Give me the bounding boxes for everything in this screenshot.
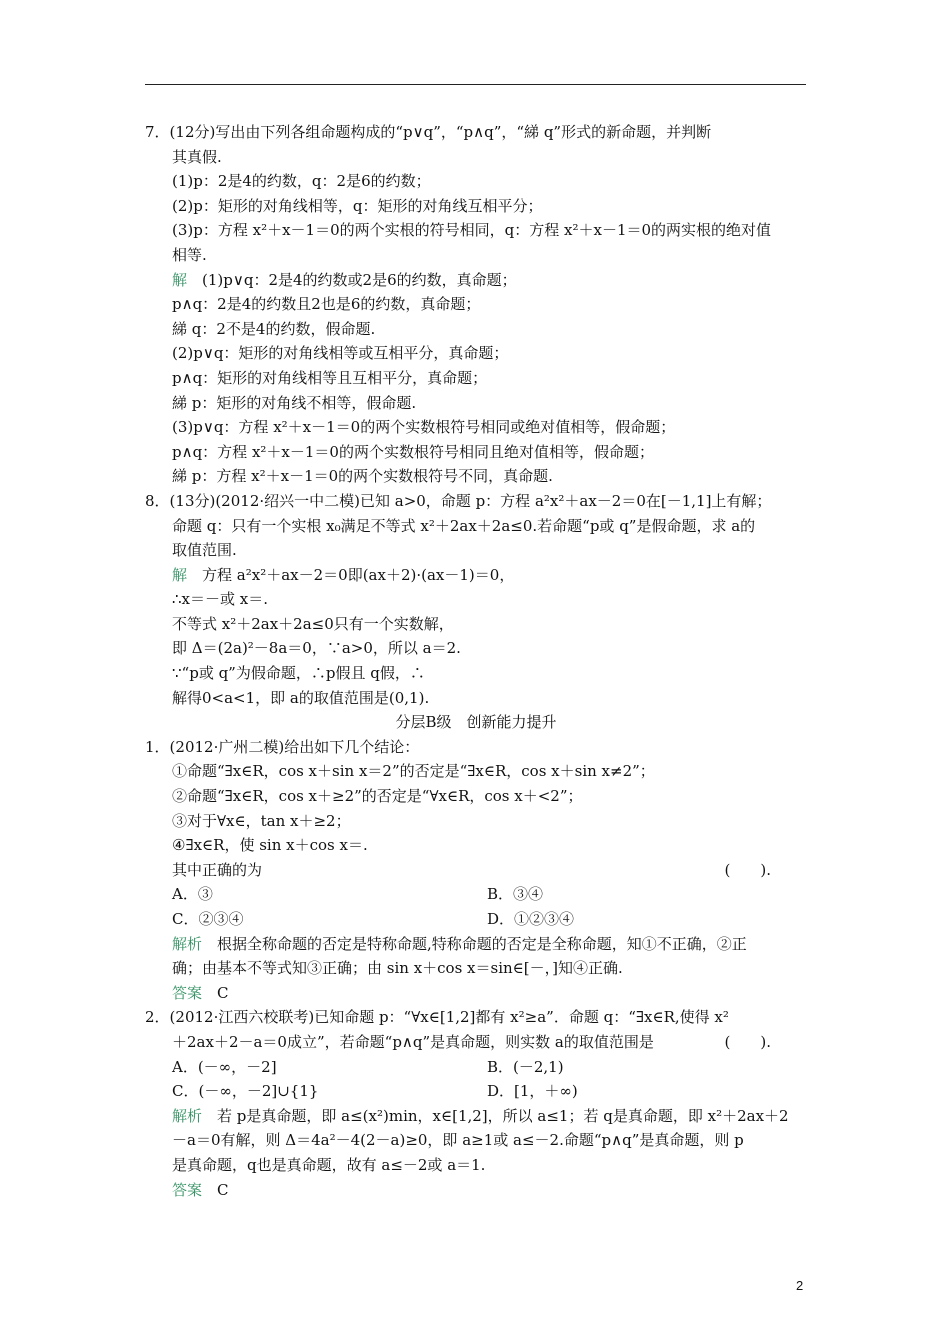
line-text: 命题 q：只有一个实根 x₀满足不等式 x²＋2ax＋2a≤0.若命题“p或 q”是假命题，求 a的 (172, 516, 756, 535)
line-text: 即 Δ＝(2a)²－8a＝0，∵a>0，所以 a＝2. (172, 639, 461, 658)
line-text: 綈 p：方程 x²＋x－1＝0的两个实数根符号不同，真命题. (172, 467, 553, 486)
text-line (145, 1128, 807, 1153)
solution-label: 解析 (172, 1106, 203, 1125)
document-body (145, 120, 807, 1202)
text-line (145, 784, 807, 809)
text-line (145, 636, 807, 661)
text-line (145, 833, 807, 858)
choice-left: C．(－∞，－2]∪{1} (172, 1082, 319, 1101)
text-line (145, 243, 807, 268)
text-line (145, 120, 807, 145)
text-line (145, 809, 807, 834)
choice-left: C．②③④ (172, 910, 244, 928)
text-line (145, 1005, 807, 1030)
line-text: 2．(2012·江西六校联考)已知命题 p：“∀x∈[1,2]都有 x²≥a”．命题 q：“∃x∈R,使得 x² (145, 1008, 729, 1027)
text-line (145, 538, 807, 563)
text-line (145, 169, 807, 194)
line-text: ①命题“∃x∈R，cos x＋sin x＝2”的否定是“∃x∈R，cos x＋sin x≠2”； (172, 762, 655, 781)
choice-left: A．(－∞，－2] (172, 1057, 277, 1076)
text-line (145, 1104, 807, 1129)
text-line (145, 563, 807, 588)
line-text: 根据全称命题的否定是特称命题,特称命题的否定是全称命题，知①不正确，②正 (202, 934, 747, 953)
text-line (145, 218, 807, 243)
line-text: p∧q：方程 x²＋x－1＝0的两个实数根符号相同且绝对值相等，假命题； (172, 442, 654, 461)
text-line (145, 981, 807, 1006)
answer-bracket: ( ). (724, 860, 771, 879)
line-text: p∧q：2是4的约数且2也是6的约数，真命题； (172, 295, 481, 314)
line-text: 其真假. (172, 147, 222, 166)
choice-right: D．①②③④ (487, 910, 575, 928)
text-line (145, 858, 807, 883)
solution-label: 解 (172, 565, 188, 584)
text-line (145, 1178, 807, 1203)
text-line (145, 710, 807, 735)
text-line (145, 1079, 807, 1104)
line-text: (2)p∨q：矩形的对角线相等或互相平分，真命题； (172, 344, 509, 363)
choice-right: D．[1，＋∞) (487, 1082, 578, 1101)
text-line (145, 932, 807, 957)
solution-label: 解 (172, 270, 188, 289)
line-text: 1．(2012·广州二模)给出如下几个结论： (145, 737, 420, 756)
solution-label: 答案 (172, 983, 203, 1002)
text-line (145, 366, 807, 391)
text-line (145, 1055, 807, 1080)
line-text: ②命题“∃x∈R，cos x＋≥2”的否定是“∀x∈R，cos x＋<2”； (172, 787, 583, 806)
line-text: ∴x＝－或 x＝. (172, 590, 268, 609)
text-line (145, 268, 807, 293)
line-text: 解得0<a<1，即 a的取值范围是(0,1). (172, 688, 430, 707)
text-line (145, 292, 807, 317)
text-line (145, 907, 807, 932)
line-text: 其中正确的为 (172, 860, 263, 879)
text-line (145, 145, 807, 170)
header-rule (145, 84, 806, 85)
text-line (145, 391, 807, 416)
text-line (145, 759, 807, 784)
text-line (145, 464, 807, 489)
text-line (145, 587, 807, 612)
text-line (145, 882, 807, 907)
solution-label: 答案 (172, 1180, 203, 1199)
text-line (145, 514, 807, 539)
text-line (145, 612, 807, 637)
choice-right: B．(－2,1) (487, 1057, 564, 1076)
line-text: ④∃x∈R，使 sin x＋cos x＝. (172, 836, 368, 855)
line-text: C (202, 1180, 229, 1199)
line-text: ③对于∀x∈，tan x＋≥2； (172, 811, 351, 830)
line-text: 分层B级 创新能力提升 (395, 713, 557, 732)
line-text: C (202, 983, 229, 1002)
line-text: (2)p：矩形的对角线相等，q：矩形的对角线互相平分； (172, 196, 543, 215)
solution-label: 解析 (172, 934, 203, 953)
line-text: 綈 q：2不是4的约数，假命题. (172, 319, 376, 338)
line-text: －a＝0有解，则 Δ＝4a²－4(2－a)≥0，即 a≥1或 a≤－2.命题“p∧q”是真命题，则 p (172, 1131, 744, 1150)
line-text: 是真命题，q也是真命题，故有 a≤－2或 a＝1. (172, 1155, 486, 1174)
line-text: 方程 a²x²＋ax－2＝0即(ax＋2)·(ax－1)＝0， (187, 565, 515, 584)
line-text: 8．(13分)(2012·绍兴一中二模)已知 a>0，命题 p：方程 a²x²＋ax－2＝0在[－1,1]上有解； (145, 491, 772, 510)
answer-bracket: ( ). (724, 1032, 771, 1051)
line-text: 取值范围. (172, 541, 237, 560)
text-line (145, 686, 807, 711)
text-line (145, 194, 807, 219)
page-number: 2 (796, 1278, 804, 1293)
choice-right: B．③④ (487, 885, 544, 904)
text-line (145, 341, 807, 366)
text-line (145, 1030, 807, 1055)
choice-left: A．③ (172, 885, 213, 904)
text-line (145, 956, 807, 981)
line-text: 7．(12分)写出由下列各组命题构成的“p∨q”，“p∧q”，“綈 q”形式的新命题，并判断 (145, 123, 712, 141)
line-text: ∵“p或 q”为假命题，∴p假且 q假，∴ (172, 664, 425, 683)
text-line (145, 1153, 807, 1178)
line-text: (1)p：2是4的约数，q：2是6的约数； (172, 172, 431, 191)
text-line (145, 661, 807, 686)
line-text: (1)p∨q：2是4的约数或2是6的约数，真命题； (187, 270, 517, 289)
text-line (145, 317, 807, 342)
line-text: 相等. (172, 245, 207, 264)
line-text: ＋2ax＋2－a＝0成立”，若命题“p∧q”是真命题，则实数 a的取值范围是 (172, 1032, 654, 1051)
line-text: 确；由基本不等式知③正确；由 sin x＋cos x＝sin∈[－，]知④正确. (172, 959, 623, 978)
text-line (145, 440, 807, 465)
text-line (145, 735, 807, 760)
line-text: (3)p：方程 x²＋x－1＝0的两个实根的符号相同，q：方程 x²＋x－1＝0的两实根的绝对值 (172, 221, 772, 240)
line-text: (3)p∨q：方程 x²＋x－1＝0的两个实数根符号相同或绝对值相等，假命题； (172, 418, 676, 437)
text-line (145, 489, 807, 514)
line-text: 若 p是真命题，即 a≤(x²)min，x∈[1,2]，所以 a≤1；若 q是真命题，即 x²＋2ax＋2 (202, 1106, 789, 1125)
text-line (145, 415, 807, 440)
line-text: 綈 p：矩形的对角线不相等，假命题. (172, 393, 417, 412)
line-text: p∧q：矩形的对角线相等且互相平分，真命题； (172, 368, 488, 387)
line-text: 不等式 x²＋2ax＋2a≤0只有一个实数解， (172, 614, 454, 633)
